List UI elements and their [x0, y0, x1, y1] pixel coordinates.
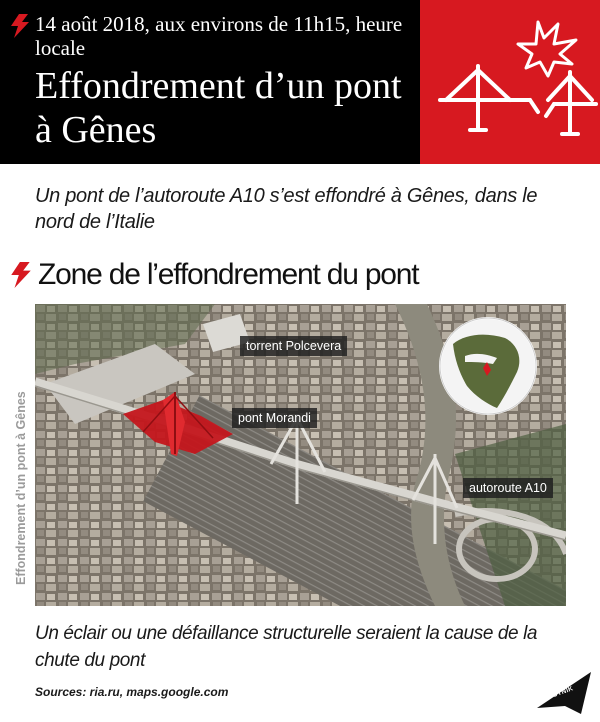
lightning-icon	[10, 262, 32, 288]
label-autoroute-a10: autoroute A10	[463, 478, 553, 498]
aerial-map	[35, 304, 566, 606]
caption: Un éclair ou une défaillance structurelle seraient la cause de la chute du pont	[35, 623, 538, 671]
label-torrent-polcevera: torrent Polcevera	[240, 336, 347, 356]
header	[0, 0, 600, 164]
sources: Sources: ria.ru, maps.google.com	[35, 685, 229, 699]
globe-icon	[440, 318, 536, 414]
page-title: Effondrement d’un pont à Gênes	[35, 65, 402, 151]
lightning-icon	[10, 14, 30, 38]
logo-text: SPUTNIK	[543, 685, 575, 703]
subtitle: Un pont de l’autoroute A10 s’est effondré à Gênes, dans le nord de l’Italie	[35, 185, 538, 233]
header-date: 14 août 2018, aux environs de 11h15, heure locale	[35, 12, 403, 60]
label-pont-morandi: pont Morandi	[232, 408, 317, 428]
side-label-text: Effondrement d’un pont à Gênes	[14, 391, 28, 585]
sputnik-logo	[535, 672, 593, 714]
header-illustration	[420, 0, 600, 164]
collapsed-bridge-icon	[420, 0, 600, 164]
section-title: Zone de l’effondrement du pont	[38, 258, 419, 291]
